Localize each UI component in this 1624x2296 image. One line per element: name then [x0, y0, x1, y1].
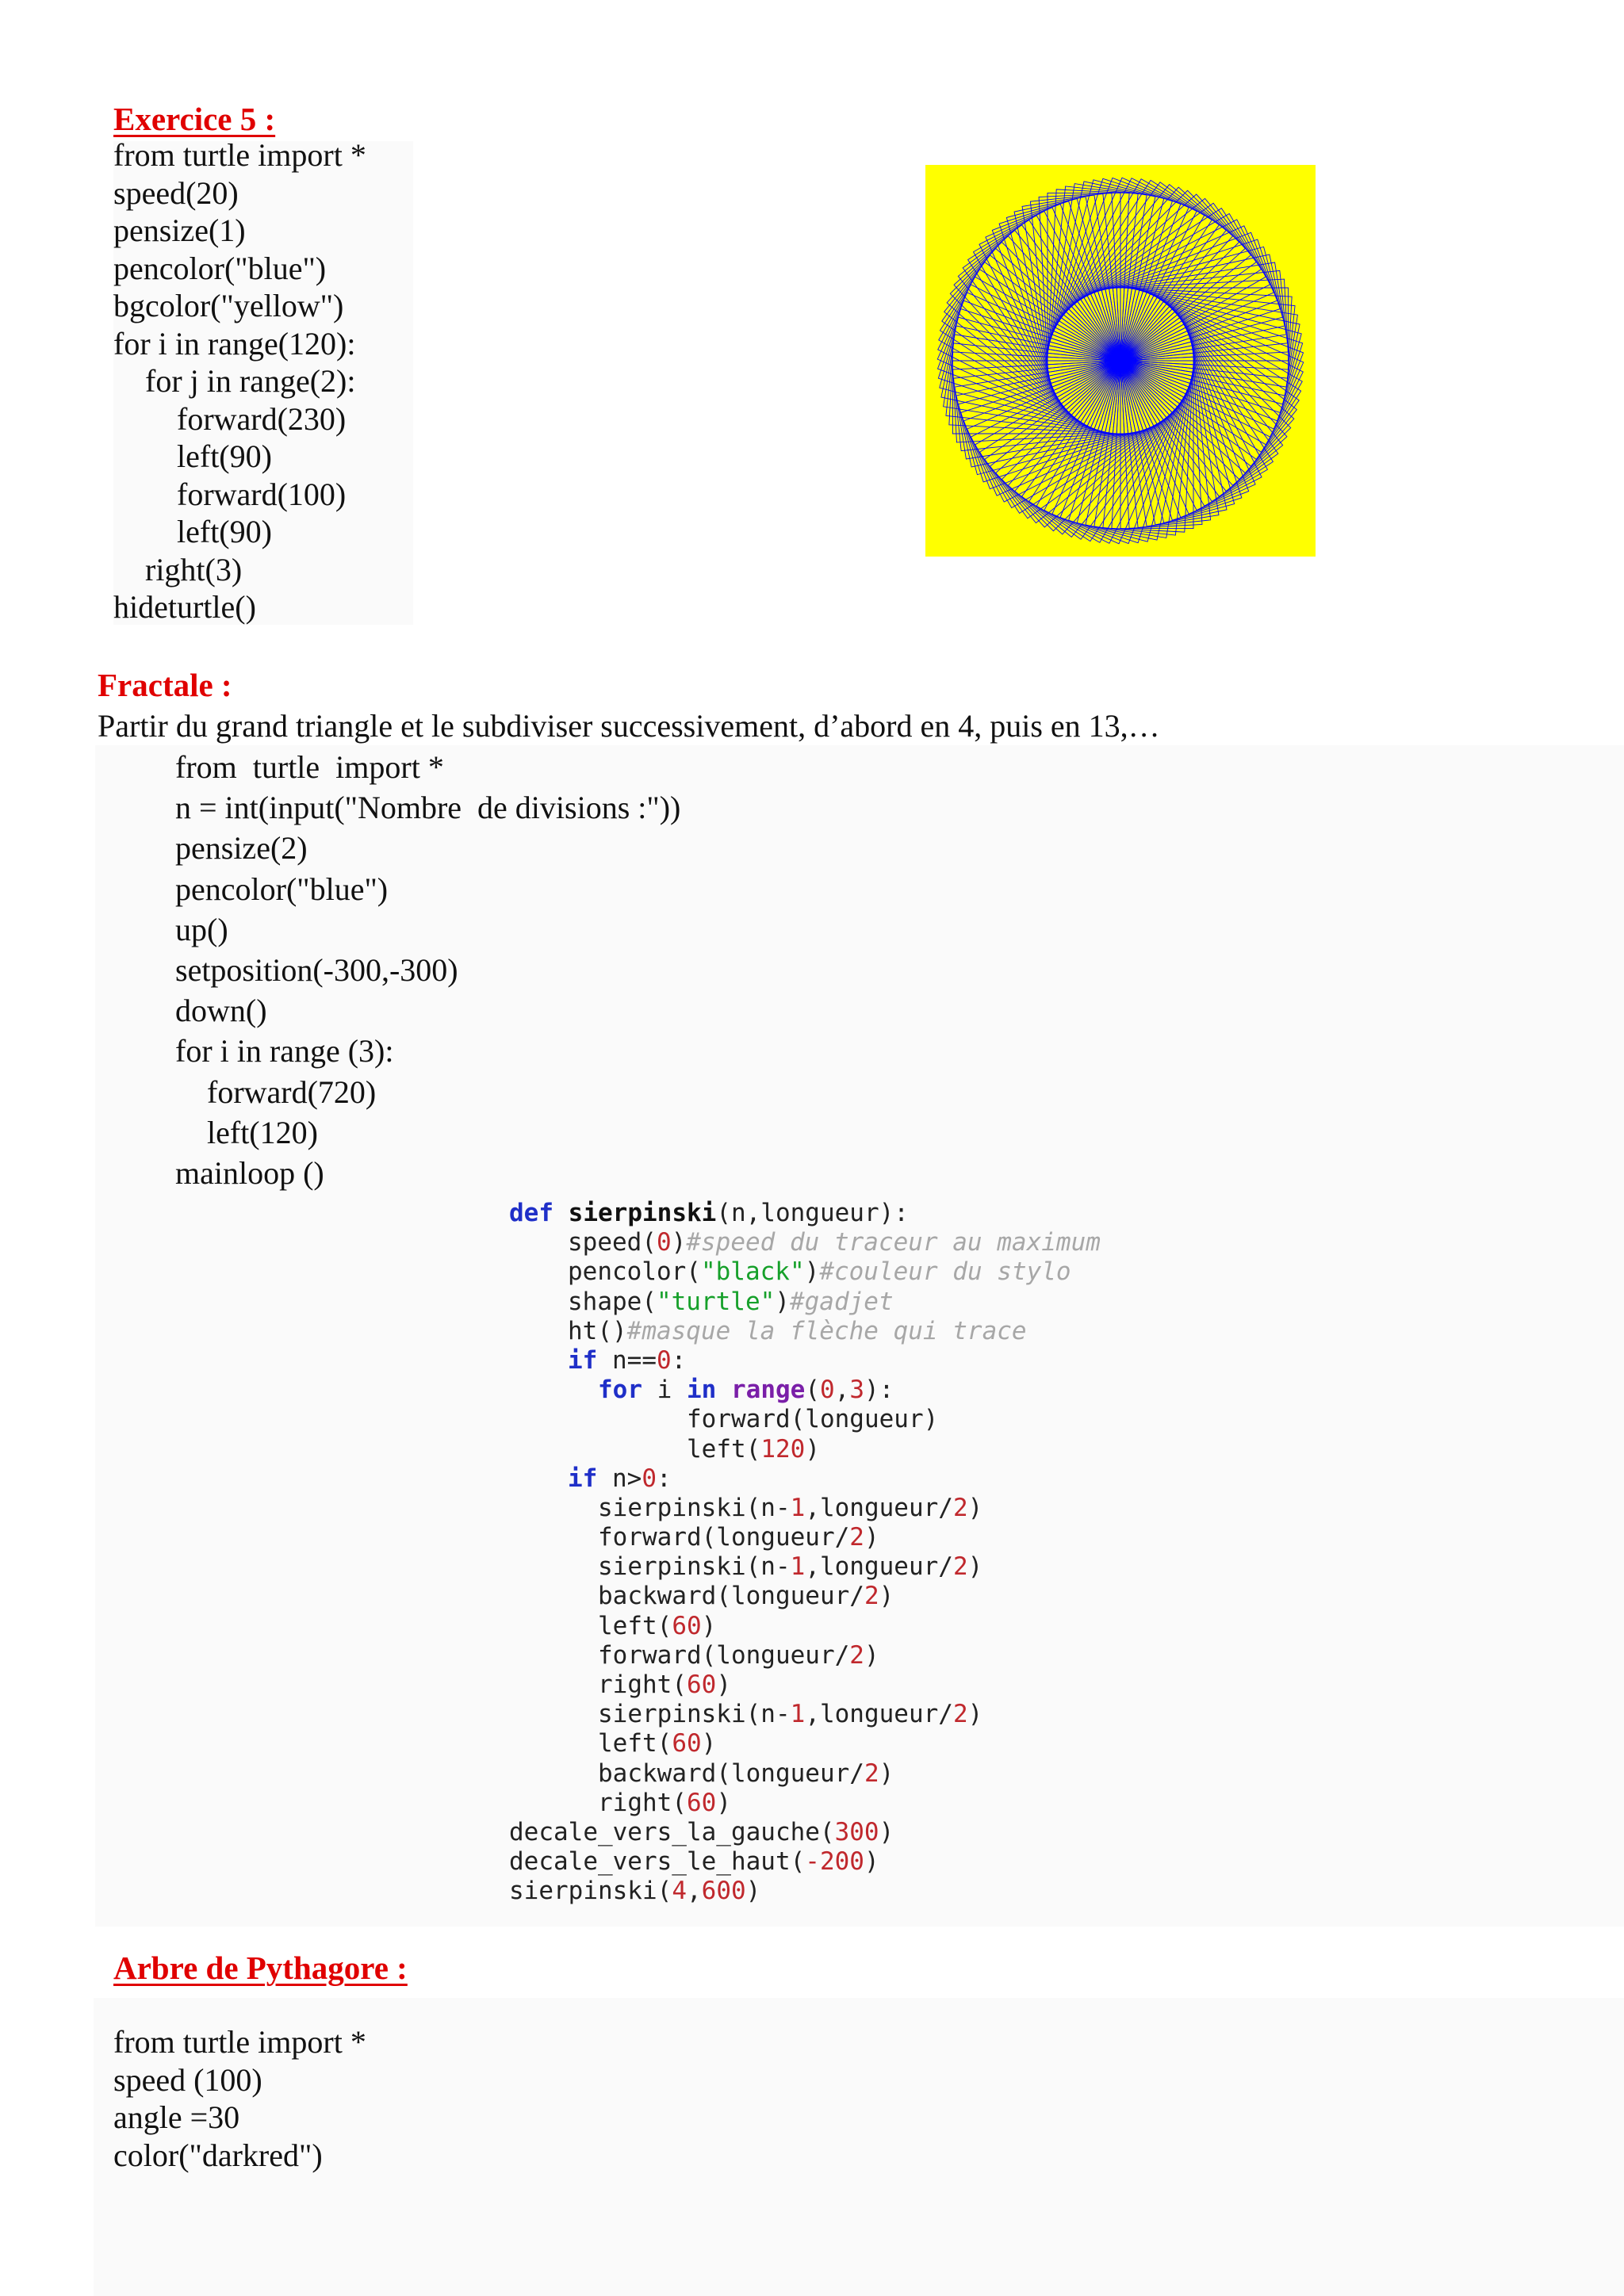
code-text: sierpinski(n- — [598, 1552, 791, 1582]
code-text: sierpinski(n- — [598, 1493, 791, 1522]
code-text — [716, 1376, 731, 1404]
number: 120 — [760, 1434, 806, 1464]
code-text: backward(longueur/ — [598, 1582, 864, 1611]
number: 60 — [672, 1611, 702, 1640]
code-line: pencolor("blue") — [113, 250, 327, 286]
code-line — [509, 1818, 1101, 1847]
code-line: for i in range (3): — [175, 1033, 394, 1070]
code-line: right(3) — [113, 551, 243, 587]
code-text: ) — [745, 1877, 761, 1906]
code-text: ) — [775, 1287, 790, 1316]
number: 0 — [642, 1464, 657, 1493]
code-text: ) — [671, 1228, 687, 1257]
code-text: forward(longueur) — [687, 1405, 939, 1434]
code-line — [509, 1317, 1101, 1346]
number: 600 — [701, 1877, 746, 1906]
code-text: ) — [967, 1700, 983, 1729]
pythagore-title: Arbre de Pythagore : — [113, 1950, 408, 1986]
code-text: speed( — [568, 1228, 657, 1257]
code-text: sierpinski(n- — [598, 1700, 791, 1729]
code-line — [509, 1552, 1101, 1582]
code-text: ) — [864, 1523, 879, 1552]
code-line — [509, 1729, 1101, 1758]
code-line: down() — [175, 993, 267, 1029]
code-text: ,longueur/ — [805, 1493, 953, 1522]
number: 1 — [790, 1552, 806, 1582]
string: "black" — [700, 1257, 805, 1287]
exercice5-code — [113, 136, 366, 626]
code-text: decale_vers_le_haut( — [509, 1847, 806, 1877]
code-line — [509, 1523, 1101, 1552]
pythagore-code — [113, 2023, 366, 2174]
number: 0 — [656, 1345, 672, 1375]
code-text: ) — [716, 1670, 731, 1699]
code-text: ) — [864, 1847, 879, 1877]
code-line: n = int(input("Nombre de divisions :")) — [175, 790, 681, 826]
code-text: (n,longueur): — [716, 1199, 909, 1227]
number: 3 — [849, 1376, 865, 1405]
code-line: for j in range(2): — [113, 363, 356, 399]
number: 2 — [952, 1552, 968, 1582]
number: 2 — [952, 1493, 968, 1522]
code-line: from turtle import * — [113, 137, 366, 173]
code-text: ) — [879, 1582, 894, 1611]
code-line: pensize(1) — [113, 212, 246, 248]
code-text: , — [686, 1877, 702, 1906]
code-text: ) — [864, 1640, 879, 1670]
code-text: sierpinski( — [509, 1877, 672, 1906]
code-line: speed (100) — [113, 2061, 262, 2098]
code-text: ) — [701, 1611, 717, 1640]
code-text: forward(longueur/ — [598, 1523, 850, 1552]
code-line — [509, 1877, 1101, 1906]
code-line: setposition(-300,-300) — [175, 951, 458, 988]
code-line — [509, 1405, 1101, 1434]
number: 1 — [790, 1700, 806, 1729]
code-text: ) — [967, 1493, 983, 1522]
code-line: color("darkred") — [113, 2137, 323, 2173]
code-text: ) — [967, 1552, 983, 1582]
comment: #couleur du stylo — [819, 1257, 1071, 1287]
number: 2 — [952, 1700, 968, 1729]
code-line — [509, 1376, 1101, 1405]
code-line: up() — [175, 911, 228, 947]
comment: #masque la flèche qui trace — [626, 1316, 1027, 1345]
code-text: , — [834, 1376, 850, 1405]
number: 0 — [656, 1228, 672, 1257]
code-line: from turtle import * — [113, 2024, 366, 2060]
code-line: bgcolor("yellow") — [113, 288, 344, 323]
code-text: ) — [701, 1729, 717, 1758]
number: 0 — [820, 1376, 835, 1405]
code-line: for i in range(120): — [113, 325, 356, 362]
spirograph-figure — [925, 165, 1316, 557]
code-line: left(120) — [175, 1114, 318, 1150]
builtin: range — [731, 1376, 806, 1405]
code-line: angle =30 — [113, 2099, 240, 2135]
code-line: forward(100) — [113, 476, 347, 512]
fractale-title: Fractale : — [98, 667, 232, 703]
number: 2 — [864, 1582, 879, 1611]
code-text: decale_vers_la_gauche( — [509, 1817, 835, 1846]
code-text: pencolor( — [568, 1257, 701, 1287]
code-line: pensize(2) — [175, 830, 308, 867]
keyword: in — [687, 1376, 717, 1405]
exercice5-title: Exercice 5 : — [113, 101, 276, 137]
code-line: mainloop () — [175, 1154, 324, 1191]
keyword: if — [568, 1345, 598, 1375]
code-text: ,longueur/ — [805, 1700, 953, 1729]
code-text: ) — [879, 1817, 894, 1846]
code-text: left( — [598, 1611, 672, 1640]
code-line — [509, 1435, 1101, 1464]
code-text: right( — [598, 1788, 687, 1817]
code-line — [509, 1847, 1101, 1877]
code-text: : — [657, 1464, 672, 1493]
code-text: left( — [598, 1729, 672, 1758]
code-text: left( — [687, 1434, 761, 1464]
code-text: : — [671, 1345, 687, 1375]
code-text: i — [642, 1376, 687, 1405]
code-text: shape( — [568, 1287, 657, 1316]
code-text: n== — [597, 1345, 657, 1375]
code-line — [509, 1228, 1101, 1257]
code-line — [509, 1670, 1101, 1700]
code-line — [509, 1257, 1101, 1287]
fractale-code — [175, 747, 680, 1193]
code-line — [509, 1199, 1101, 1228]
keyword: def — [509, 1199, 553, 1227]
code-text: n> — [597, 1464, 642, 1493]
function-name: sierpinski — [568, 1199, 717, 1227]
code-line — [509, 1582, 1101, 1611]
code-line: left(90) — [113, 514, 272, 549]
code-line — [509, 1494, 1101, 1523]
code-text: forward(longueur/ — [598, 1640, 850, 1670]
number: 60 — [672, 1729, 702, 1758]
keyword: for — [598, 1376, 642, 1405]
code-line: hideturtle() — [113, 589, 256, 625]
code-line: pencolor("blue") — [175, 871, 389, 907]
number: 4 — [672, 1877, 687, 1906]
code-line — [509, 1700, 1101, 1729]
code-text: ht() — [568, 1316, 627, 1345]
number: 1 — [790, 1493, 806, 1522]
code-line — [509, 1789, 1101, 1818]
code-line — [509, 1464, 1101, 1494]
code-text: ) — [804, 1257, 820, 1287]
code-line — [509, 1288, 1101, 1317]
code-text: ( — [805, 1376, 820, 1405]
sierpinski-code — [509, 1199, 1101, 1907]
code-line — [509, 1759, 1101, 1789]
code-line: from turtle import * — [175, 749, 444, 785]
code-text: ) — [805, 1434, 820, 1464]
code-text: ): — [864, 1376, 894, 1405]
number: 2 — [849, 1523, 864, 1552]
fractale-intro: Partir du grand triangle et le subdiviser successivement, d’abord en 4, puis en 13,… — [98, 708, 1160, 744]
code-line — [509, 1641, 1101, 1670]
code-line: left(90) — [113, 438, 272, 474]
code-line: forward(230) — [113, 400, 347, 437]
number: -200 — [805, 1847, 864, 1877]
code-text: right( — [598, 1670, 687, 1699]
code-line: speed(20) — [113, 174, 239, 211]
keyword: if — [568, 1464, 598, 1493]
number: 2 — [864, 1758, 879, 1788]
number: 60 — [686, 1788, 717, 1817]
code-text: ) — [716, 1788, 731, 1817]
number: 300 — [834, 1817, 879, 1846]
comment: #gadjet — [789, 1287, 894, 1316]
number: 2 — [849, 1640, 864, 1670]
code-text: ,longueur/ — [805, 1552, 953, 1582]
code-line — [509, 1612, 1101, 1641]
comment: #speed du traceur au maximum — [686, 1228, 1101, 1257]
number: 60 — [686, 1670, 717, 1699]
code-text: ) — [879, 1758, 894, 1788]
code-line: forward(720) — [175, 1073, 377, 1110]
string: "turtle" — [656, 1287, 776, 1316]
code-line — [509, 1346, 1101, 1376]
code-text: backward(longueur/ — [598, 1758, 864, 1788]
